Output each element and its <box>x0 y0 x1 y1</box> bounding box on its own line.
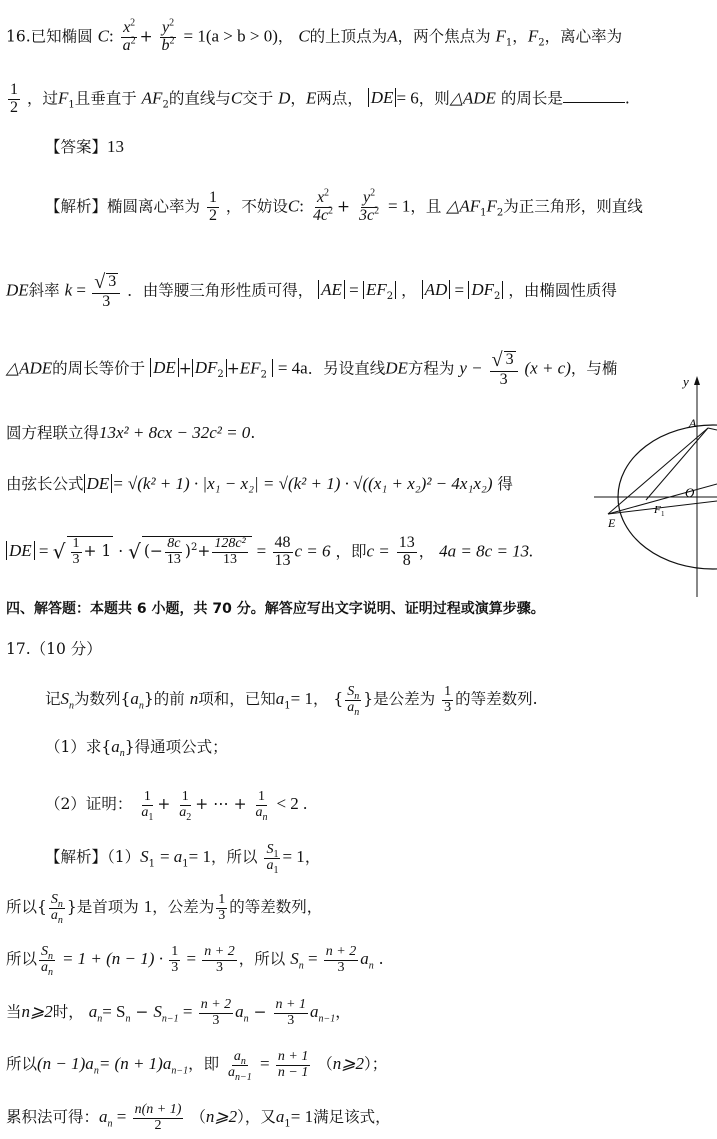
line-ae <box>608 428 708 514</box>
label-f1-sub: 1 <box>661 510 665 518</box>
label-f1: F <box>654 504 661 516</box>
q17-solution-line5: 所以$(n - 1)a_n= (n + 1)a_{n-1}$，即 $\frac{a_n}{a_{n-1}}$ = $\frac{n + 1}{n - 1}$ （n⩾2）； <box>6 1049 388 1083</box>
q17-header: 17.（10 分） <box>6 640 102 658</box>
q16-line2: $\frac{1}{2}$ ，过$F_1$且垂直于 $AF_2$的直线与C交于 D，E两点， DE = 6，则△ADE 的周长是 . <box>10 81 630 116</box>
frac-y2-b2: $\frac{y^2}{b^2}$ <box>161 17 175 54</box>
section4-title: 四、解答题：本题共 6 小题，共 70 分。解答应写出文字说明、证明过程或演算步骤。 <box>6 601 545 617</box>
analysis-line6: DE = √ $\frac{1}{3}$ + 1 · √ (− $\frac{8c}{13}$ )$^2$+ $\frac{\text{128c²}}{13}$ = $\frac{48}{13}$ c = 6 ，即c = $\frac{13}{8}$ ， 4a = 8c = 13. <box>6 535 533 570</box>
q17-solution-line3: 所以 $\frac{S_n}{a_n}$ = 1 + (n − 1) · $\frac{1}{3}$ = $\frac{n + 2}{3}$ ，所以 $S_n$ = $\frac{n + 2}{3}$ $a_n$ . <box>6 944 384 978</box>
ellipse-figure <box>588 372 717 597</box>
y-axis-arrow <box>694 376 700 385</box>
analysis-line3: △ADE的周长等价于 DE + $DF_2 +EF_2 = 4a$．另设直线DE方程为 y − $\frac{√ 3}{3}$ (x + c)，与椭 <box>6 349 618 388</box>
label-a: A <box>689 416 697 430</box>
q17-statement: 记$S_n$为数列$\{a_n\}$的前 n项和，已知$a_1= 1$， { $\frac{S_n}{a_n}$ }是公差为 $\frac{1}{3}$ 的等差数列. <box>45 684 538 718</box>
analysis-line1: 【解析】椭圆离心率为 $\frac{1}{2}$ ，不妨设C: $\frac{x^2}{4c^2}$ + $\frac{y^2}{3c^2}$ = 1，且 $\triangle AF_1F_2$为正三角形，则直线 <box>45 187 643 224</box>
analysis-line5: 由弦长公式 DE = √(k² + 1) · |x₁ − x₂| = √(k² + 1) · √((x₁ + x₂)² − 4x₁x₂) 得 <box>6 474 513 493</box>
line-af2 <box>708 428 717 430</box>
q17-solution-line2: 所以{ $\frac{S_n}{a_n}$ }是首项为 1，公差为 $\frac{1}{3}$ 的等差数列， <box>6 892 323 926</box>
answer-blank <box>563 90 625 103</box>
q17-solution-line4: 当n⩾2时， $a_n= S_n - S_{n-1}$ = $\frac{n + 2}{3}$ $a_n$ − $\frac{n + 1}{3}$ $a_{n-1}$， <box>6 997 351 1028</box>
q16-line1: 16.已知椭圆 C: $\frac{x^2}{a^2}$ + $\frac{y^2}{b^2}$ = 1(a > b > 0)， C的上顶点为A，两个焦点为 $F_1$，$F_2$，离心率为 <box>6 17 623 54</box>
analysis-line4: 圆方程联立得13x² + 8cx − 32c² = 0. <box>6 423 256 442</box>
q17-part2: （2）证明： $\frac{1}{a_1}$ + $\frac{1}{a_2}$ + ⋯ + $\frac{1}{a_n}$ < 2 . <box>45 789 308 823</box>
frac-x2-a2: $\frac{x^2}{a^2}$ <box>122 17 136 54</box>
q17-solution-line1: 【解析】$(1)S_1 = a_1= 1$，所以 $\frac{S_1}{a_1}$ = 1， <box>45 842 321 876</box>
q17-solution-line6: 累积法可得：$a_n$ = $\frac{n(n + 1)}{2}$ （n⩾2），又$a_1= 1$满足该式， <box>6 1102 391 1133</box>
answer-line: 【答案】13 <box>45 137 125 156</box>
q17-part1: （1）求$\{a_n\}$得通项公式； <box>45 737 228 760</box>
label-e: E <box>608 516 616 530</box>
frac-one-half: $\frac{1}{2}$ <box>10 81 18 116</box>
analysis-line2: DE斜率 k = $\frac{√ 3}{3}$ ．由等腰三角形性质可得， AE = $EF_2$ ， AD = $DF_2$ ，由椭圆性质得 <box>6 271 617 310</box>
label-y: y <box>683 374 689 389</box>
label-o: O <box>685 485 695 500</box>
